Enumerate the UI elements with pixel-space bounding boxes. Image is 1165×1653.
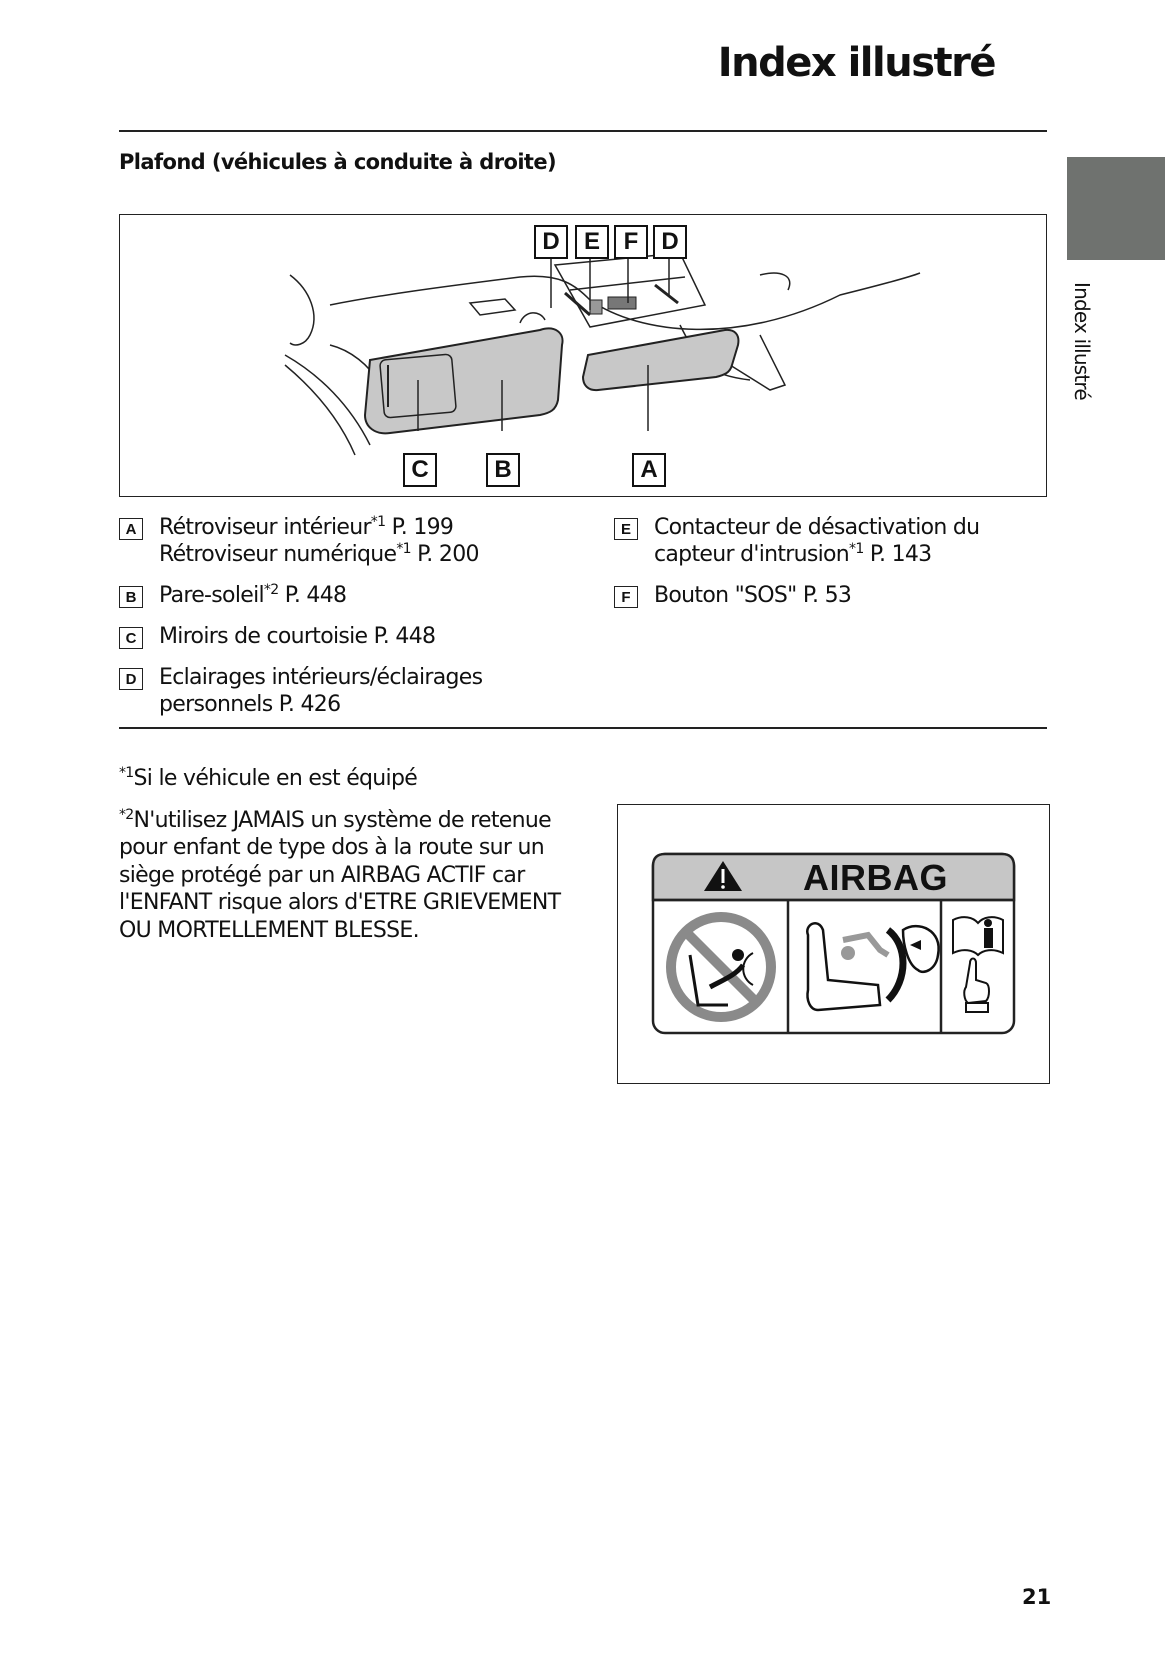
legend-item-d [119,664,579,718]
footnote-2 [119,807,569,945]
key-badge: F [614,586,638,608]
callout-d-right: D [653,225,687,259]
callout-d-left: D [534,225,568,259]
page-number: 21 [1022,1585,1052,1609]
legend-item-c [119,623,579,650]
footnote-ref: *2 [263,582,279,598]
footnote-ref: *1 [396,541,411,557]
legend-text: Rétroviseur intérieur [159,515,371,540]
footnote-1 [119,765,569,793]
legend-item-e [614,514,1054,568]
callout-e: E [575,225,609,259]
top-divider [119,130,1047,132]
legend-item-b [119,582,579,609]
page-ref[interactable]: P. 200 [410,542,479,567]
airbag-label-drawing [618,805,1049,1083]
legend-text: Rétroviseur numérique [159,542,397,567]
legend-text: Eclairages intérieurs/éclairages [159,665,483,690]
callout-f: F [614,225,648,259]
key-badge: E [614,518,638,540]
ceiling-illustration [119,214,1047,497]
callout-c: C [403,453,437,487]
page-title: Index illustré [717,40,995,86]
key-badge: D [119,668,143,690]
key-badge: B [119,586,143,608]
airbag-warning-label [617,804,1050,1084]
footnote-ref: *1 [370,514,386,530]
legend-text: Pare-soleil [159,583,264,608]
page-ref[interactable]: P. 199 [385,515,454,540]
legend-text: Miroirs de courtoisie P. 448 [159,624,436,649]
legend-item-f [614,582,1054,609]
footnote-mark: *1 [119,765,134,781]
callout-a: A [632,453,666,487]
legend-divider [119,727,1047,729]
footnote-mark: *2 [119,806,134,823]
callout-b: B [486,453,520,487]
page-ref[interactable]: P. 448 [278,583,347,608]
legend-left [119,514,579,718]
section-title: Plafond (véhicules à conduite à droite) [119,150,557,174]
legend-text: personnels P. 426 [159,692,341,717]
legend-text: Bouton "SOS" P. 53 [654,583,852,608]
airbag-label-title: AIRBAG [803,857,948,898]
footnotes [119,765,569,958]
chapter-tab-label: Index illustré [1070,282,1094,400]
footnote-text: Si le véhicule en est équipé [133,766,418,791]
key-badge: A [119,518,143,540]
legend-text: Contacteur de désactivation du [654,515,980,540]
key-badge: C [119,627,143,649]
footnote-ref: *1 [849,541,864,557]
legend-text: capteur d'intrusion [654,542,850,567]
chapter-tab[interactable] [1067,157,1165,260]
footnote-text: N'utilisez JAMAIS un système de retenue pour enfant de type dos à la route sur un siège protégé par un AIRBAG ACTIF car l'ENFANT risque alors d'ETRE GRIEVEMENT OU MORTELLEMENT BLESSE. [119,807,561,943]
page-ref[interactable]: P. 143 [863,542,932,567]
rear-view-mirror-shape [583,330,738,390]
legend-item-a [119,514,579,568]
legend-right [614,514,1054,623]
